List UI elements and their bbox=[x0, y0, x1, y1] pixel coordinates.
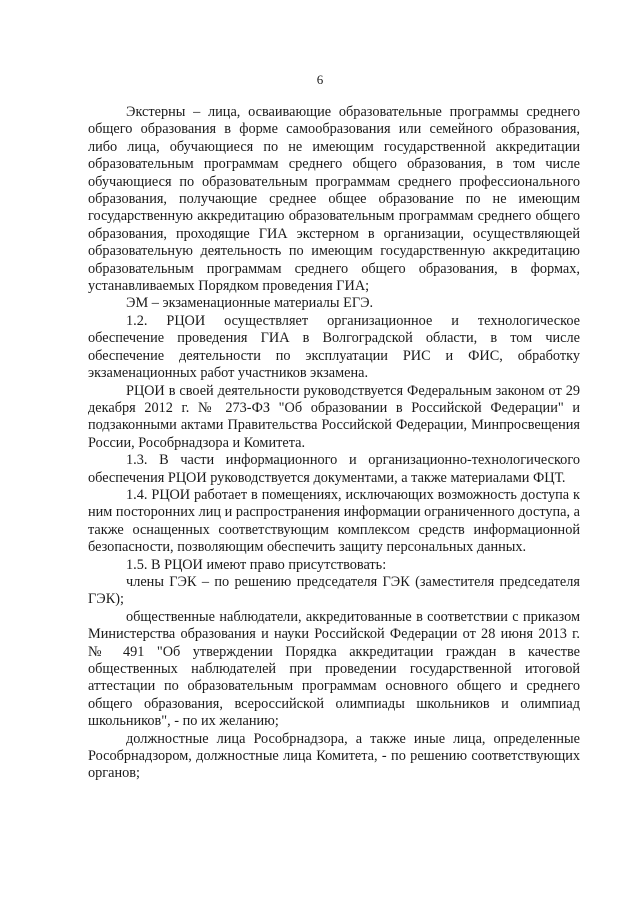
paragraph-externs-definition: Экстерны – лица, осваивающие образовательные программы среднего общего образования в форме самообразования или семейного образования, либо лица, обучающиеся по не имеющим государственной аккредитации образовательным программам среднего общего образования, в том числе обучающиеся по образовательным программам среднего профессионального образования, получающие среднее общее образование по не имеющим государственную аккредитацию образовательным программам среднего общего образования, проходящие ГИА экстерном в организации, осуществляющей образовательную деятельность по имеющим государственную аккредитацию образовательным программам среднего общего образования, в формах, устанавливаемых Порядком проведения ГИА; bbox=[88, 104, 580, 295]
paragraph-em-definition: ЭМ – экзаменационные материалы ЕГЭ. bbox=[126, 295, 374, 312]
paragraph-1-2: 1.2. РЦОИ осуществляет организационное и технологическое обеспечение проведения ГИА в Волгоградской области, в том числе обеспечение деятельности по эксплуатации РИС и ФИС, обработку экзаменационных работ участников экзамена. bbox=[88, 312, 580, 382]
paragraph-public-observers: общественные наблюдатели, аккредитованные в соответствии с приказом Министерства образования и науки Российской Федерации от 28 июня 2013 г. № 491 "Об утверждении Порядка аккредитации граждан в качестве общественных наблюдателей при проведении государственной итоговой аттестации по образовательным программам основного общего и среднего общего образования, всероссийской олимпиады школьников и олимпиад школьников", - по их желанию; bbox=[88, 608, 580, 730]
paragraph-officials: должностные лица Рособрнадзора, а также иные лица, определенные Рособрнадзором, должностные лица Комитета, - по решению соответствующих органов; bbox=[88, 730, 580, 782]
paragraph-1-3: 1.3. В части информационного и организационно-технологического обеспечения РЦОИ руководствуется документами, а также материалами ФЦТ. bbox=[88, 452, 580, 486]
paragraph-federal-law: РЦОИ в своей деятельности руководствуется Федеральным законом от 29 декабря 2012 г. № 273-ФЗ "Об образовании в Российской Федерации" и подзаконными актами Правительства Российской Федерации, Минпросвещения России, Рособрнадзора и Комитета. bbox=[88, 382, 580, 451]
paragraph-1-4: 1.4. РЦОИ работает в помещениях, исключающих возможность доступа к ним посторонних лиц и распространения информации ограниченного доступа, а также оснащенных соответствующим комплексом средств информационной безопасности, позволяющим обеспечить защиту персональных данных. bbox=[88, 486, 581, 556]
paragraph-1-5: 1.5. В РЦОИ имеют право присутствовать: bbox=[126, 556, 387, 573]
paragraph-gek-members: члены ГЭК – по решению председателя ГЭК (заместителя председателя ГЭК); bbox=[88, 573, 580, 608]
document-body bbox=[88, 104, 580, 783]
page-number: 6 bbox=[316, 72, 324, 87]
